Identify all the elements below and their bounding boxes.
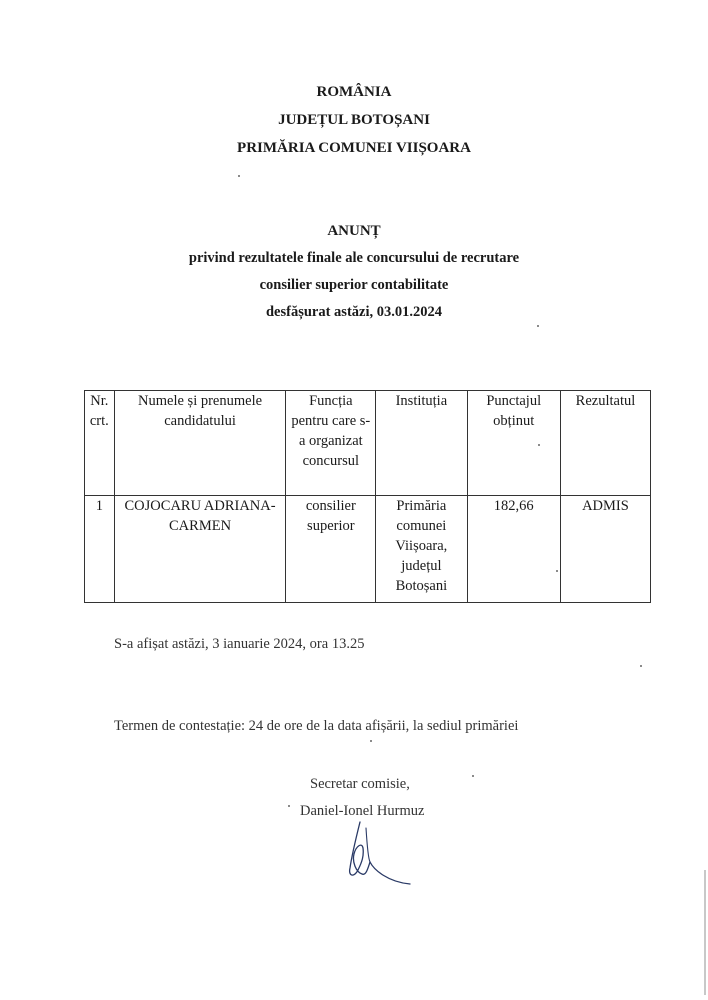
header-name: Numele și prenumele candidatului bbox=[114, 391, 286, 496]
announcement-subtitle-3: desfășurat astăzi, 03.01.2024 bbox=[265, 304, 442, 320]
announcement-title-block bbox=[0, 217, 708, 326]
scan-speck bbox=[537, 325, 539, 327]
signature-icon bbox=[330, 818, 420, 888]
results-table bbox=[84, 390, 651, 603]
table-row bbox=[85, 496, 651, 603]
announcement-title: ANUNȚ bbox=[327, 223, 381, 239]
header-institution: Instituția bbox=[376, 391, 467, 496]
cell-result: ADMIS bbox=[560, 496, 650, 603]
posted-notice: S-a afișat astăzi, 3 ianuarie 2024, ora 13.25 bbox=[114, 636, 365, 652]
scan-speck bbox=[370, 740, 372, 742]
cell-name: COJOCARU ADRIANA-CARMEN bbox=[114, 496, 286, 603]
document-header bbox=[0, 78, 708, 162]
announcement-subtitle-2: consilier superior contabilitate bbox=[259, 277, 449, 293]
cell-function: consilier superior bbox=[286, 496, 376, 603]
scan-speck bbox=[472, 775, 474, 777]
cell-institution: Primăria comunei Viișoara, județul Botoșani bbox=[376, 496, 467, 603]
header-nr: Nr. crt. bbox=[85, 391, 115, 496]
appeal-notice: Termen de contestație: 24 de ore de la data afișării, la sediul primăriei bbox=[114, 718, 519, 734]
secretary-name: Daniel-Ionel Hurmuz bbox=[300, 803, 425, 819]
cell-nr: 1 bbox=[85, 496, 115, 603]
header-score: Punctajul obținut bbox=[467, 391, 560, 496]
scan-edge-line bbox=[704, 870, 706, 995]
country-name: ROMÂNIA bbox=[316, 84, 392, 100]
scan-speck bbox=[288, 805, 290, 807]
cell-score: 182,66 bbox=[467, 496, 560, 603]
announcement-subtitle-1: privind rezultatele finale ale concursului de recrutare bbox=[188, 250, 520, 266]
scan-speck bbox=[538, 444, 540, 446]
header-result: Rezultatul bbox=[560, 391, 650, 496]
county-name: JUDEȚUL BOTOȘANI bbox=[278, 112, 430, 128]
institution-name: PRIMĂRIA COMUNEI VIIȘOARA bbox=[237, 140, 471, 156]
scan-speck bbox=[640, 665, 642, 667]
scan-speck bbox=[556, 570, 558, 572]
table-header-row bbox=[85, 391, 651, 496]
header-function: Funcția pentru care s-a organizat concursul bbox=[286, 391, 376, 496]
secretary-title: Secretar comisie, bbox=[310, 776, 410, 792]
scan-speck bbox=[238, 175, 240, 177]
